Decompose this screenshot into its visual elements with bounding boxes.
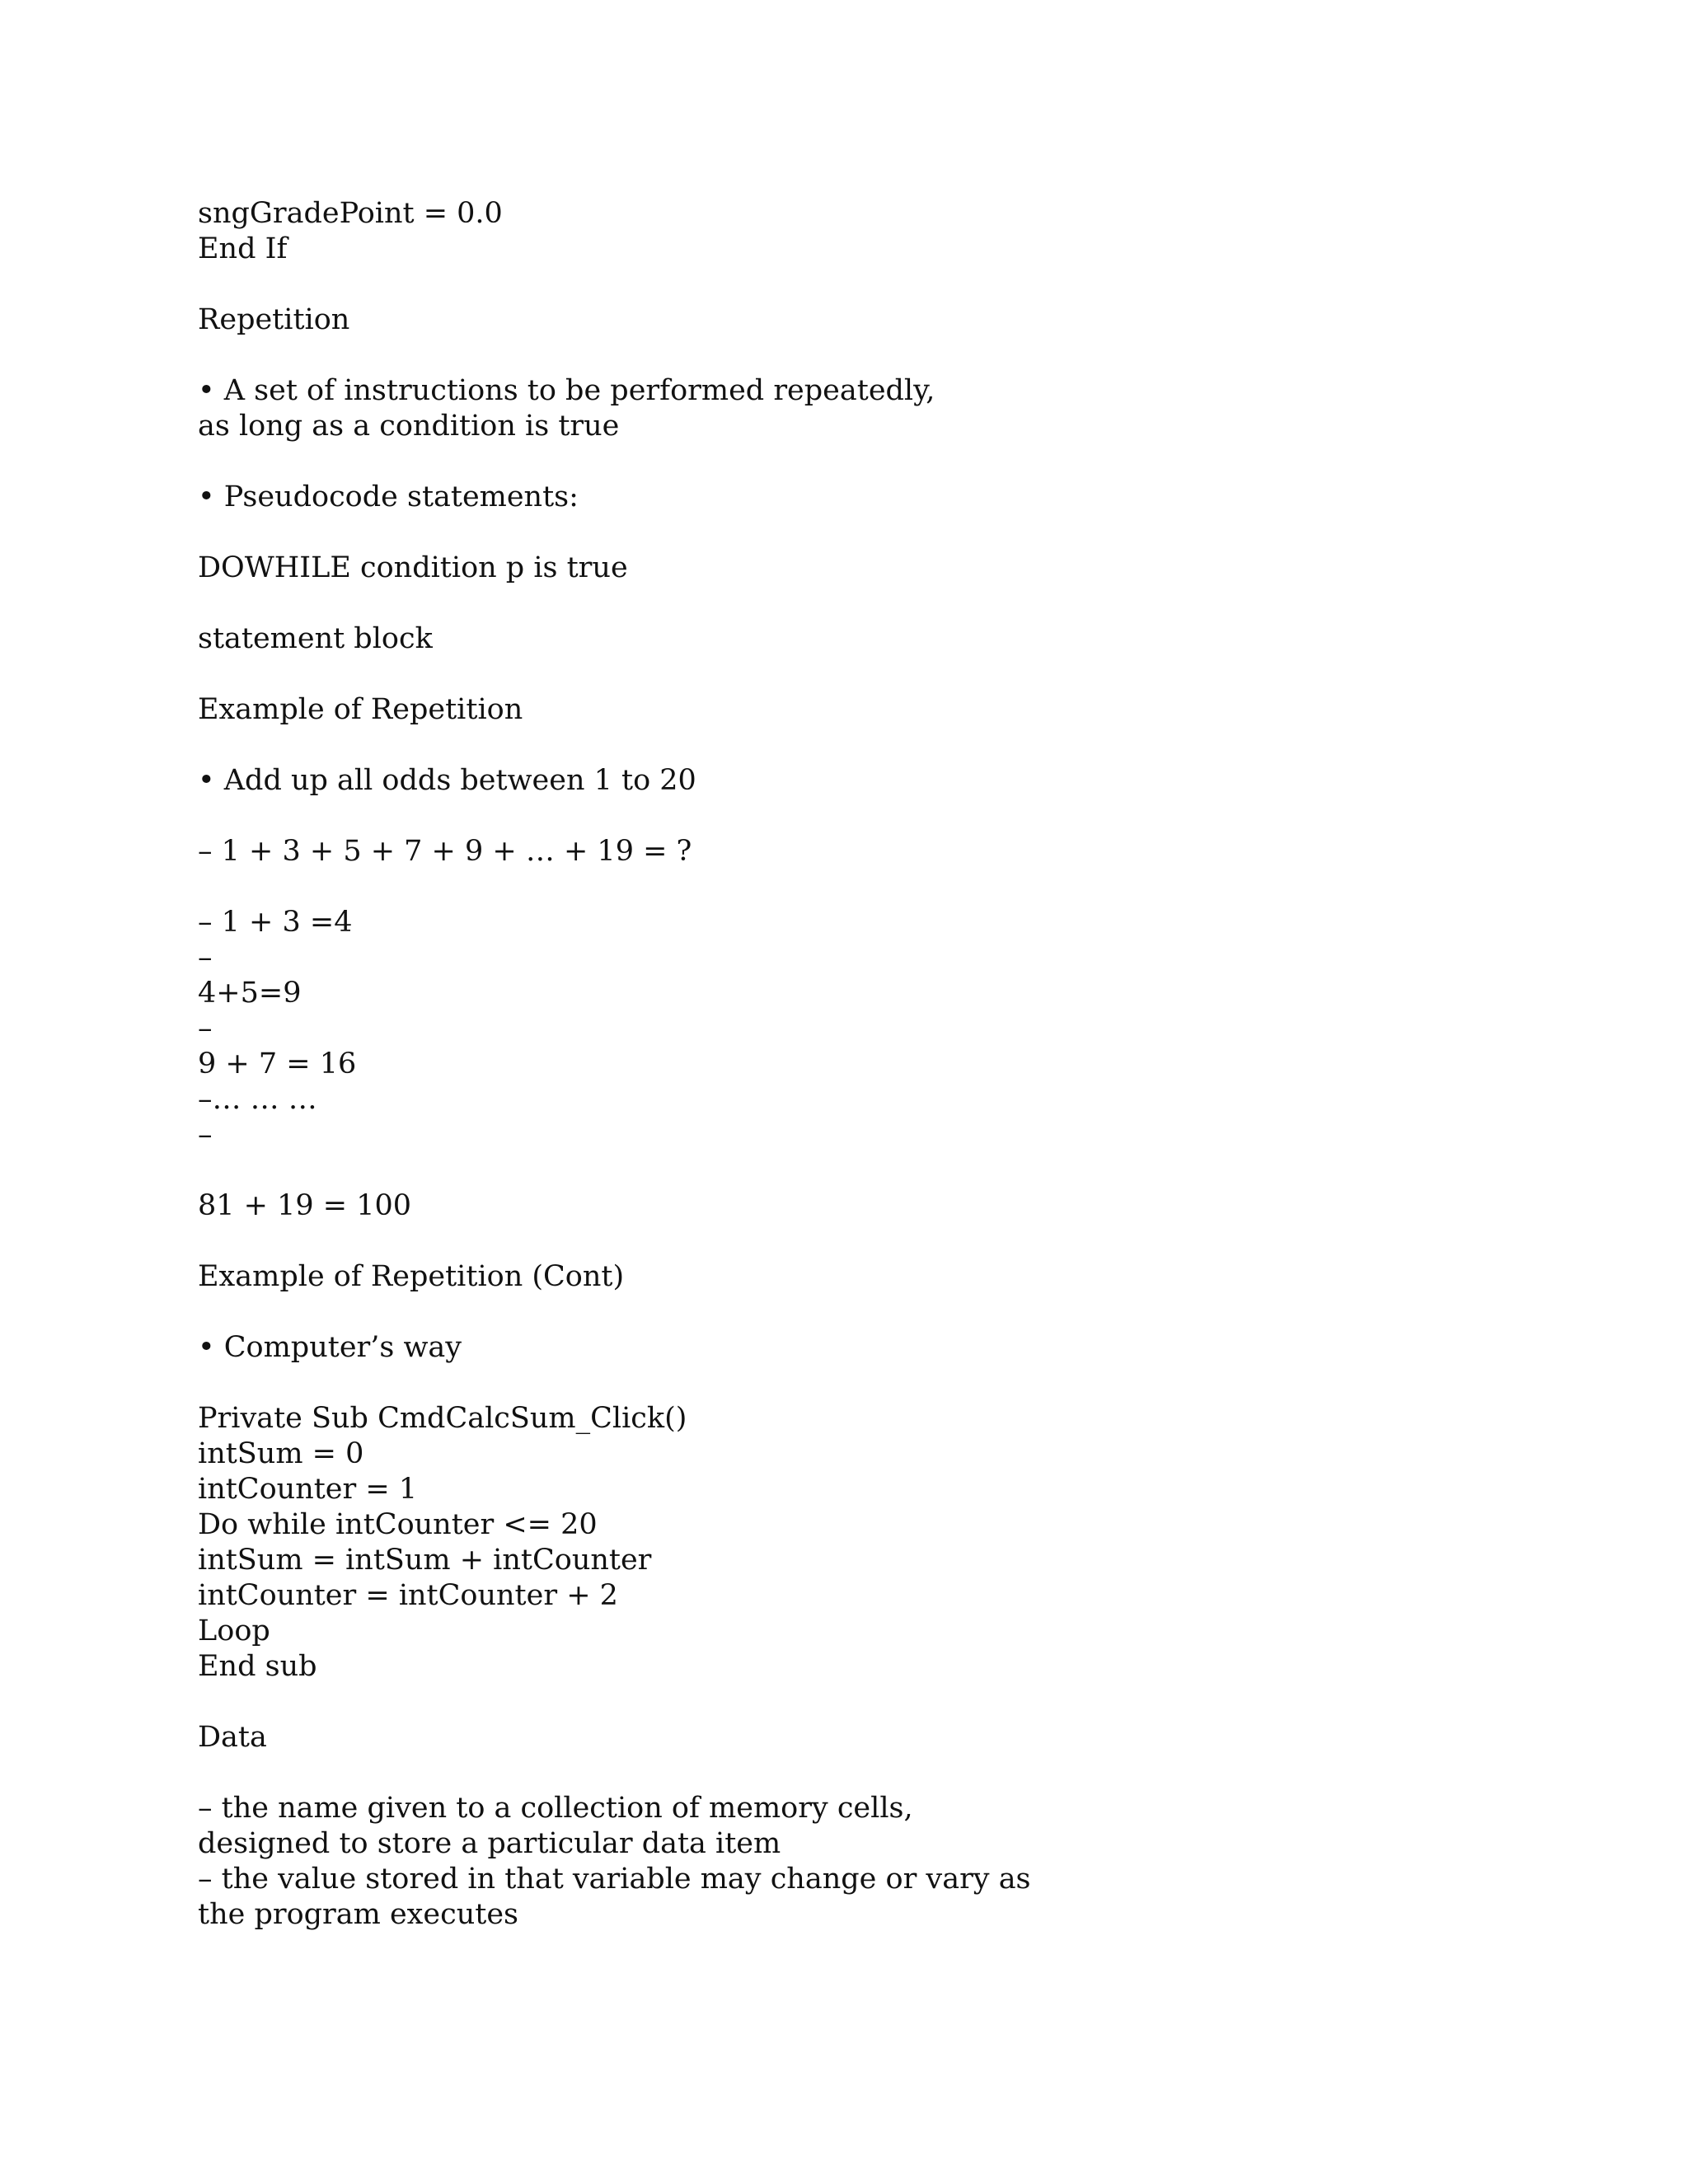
code-line: Private Sub CmdCalcSum_Click() — [198, 1402, 687, 1435]
code-line: intCounter = intCounter + 2 — [198, 1579, 618, 1612]
code-line: intCounter = 1 — [198, 1473, 418, 1506]
dash-item: – 1 + 3 =4 — [198, 906, 353, 939]
bullet-item: • Computer’s way — [198, 1331, 462, 1364]
bullet-item: • Pseudocode statements: — [198, 480, 579, 513]
dash-item: – the name given to a collection of memory cells, — [198, 1792, 913, 1825]
text-line: designed to store a particular data item — [198, 1827, 781, 1860]
text-line: sngGradePoint = 0.0 — [198, 197, 503, 230]
dash-item: – 1 + 3 + 5 + 7 + 9 + … + 19 = ? — [198, 835, 692, 868]
dash-item: – — [198, 941, 213, 974]
blank-line — [198, 1685, 1599, 1720]
pseudocode-line: DOWHILE condition p is true — [198, 551, 628, 584]
section-heading: Example of Repetition — [198, 693, 523, 726]
blank-line — [198, 1755, 1599, 1791]
code-line: intSum = intSum + intCounter — [198, 1544, 652, 1577]
text-line: 4+5=9 — [198, 977, 302, 1010]
blank-line — [198, 1224, 1599, 1259]
bullet-item: • A set of instructions to be performed repeatedly, — [198, 374, 935, 407]
blank-line — [198, 1153, 1599, 1188]
code-line: End sub — [198, 1650, 317, 1683]
dash-item: –… … … — [198, 1083, 317, 1116]
code-line: Loop — [198, 1615, 270, 1647]
blank-line — [198, 338, 1599, 373]
dash-item: – — [198, 1012, 213, 1045]
text-line: End If — [198, 232, 288, 265]
blank-line — [198, 1295, 1599, 1330]
bullet-item: • Add up all odds between 1 to 20 — [198, 764, 696, 797]
blank-line — [198, 515, 1599, 551]
dash-item: – — [198, 1118, 213, 1151]
code-line: intSum = 0 — [198, 1437, 364, 1470]
text-line: as long as a condition is true — [198, 410, 620, 443]
text-line: 81 + 19 = 100 — [198, 1189, 412, 1222]
blank-line — [198, 444, 1599, 480]
code-line: Do while intCounter <= 20 — [198, 1508, 598, 1541]
text-line: 9 + 7 = 16 — [198, 1047, 357, 1080]
blank-line — [198, 586, 1599, 621]
pseudocode-line: statement block — [198, 622, 433, 655]
blank-line — [198, 799, 1599, 834]
text-line: the program executes — [198, 1898, 519, 1931]
blank-line — [198, 267, 1599, 302]
dash-item: – the value stored in that variable may change or vary as — [198, 1863, 1031, 1896]
blank-line — [198, 869, 1599, 905]
blank-line — [198, 1366, 1599, 1401]
section-heading: Example of Repetition (Cont) — [198, 1260, 625, 1293]
blank-line — [198, 657, 1599, 692]
section-heading: Repetition — [198, 303, 350, 336]
section-heading: Data — [198, 1721, 267, 1754]
blank-line — [198, 728, 1599, 763]
document-body — [198, 196, 1599, 1933]
